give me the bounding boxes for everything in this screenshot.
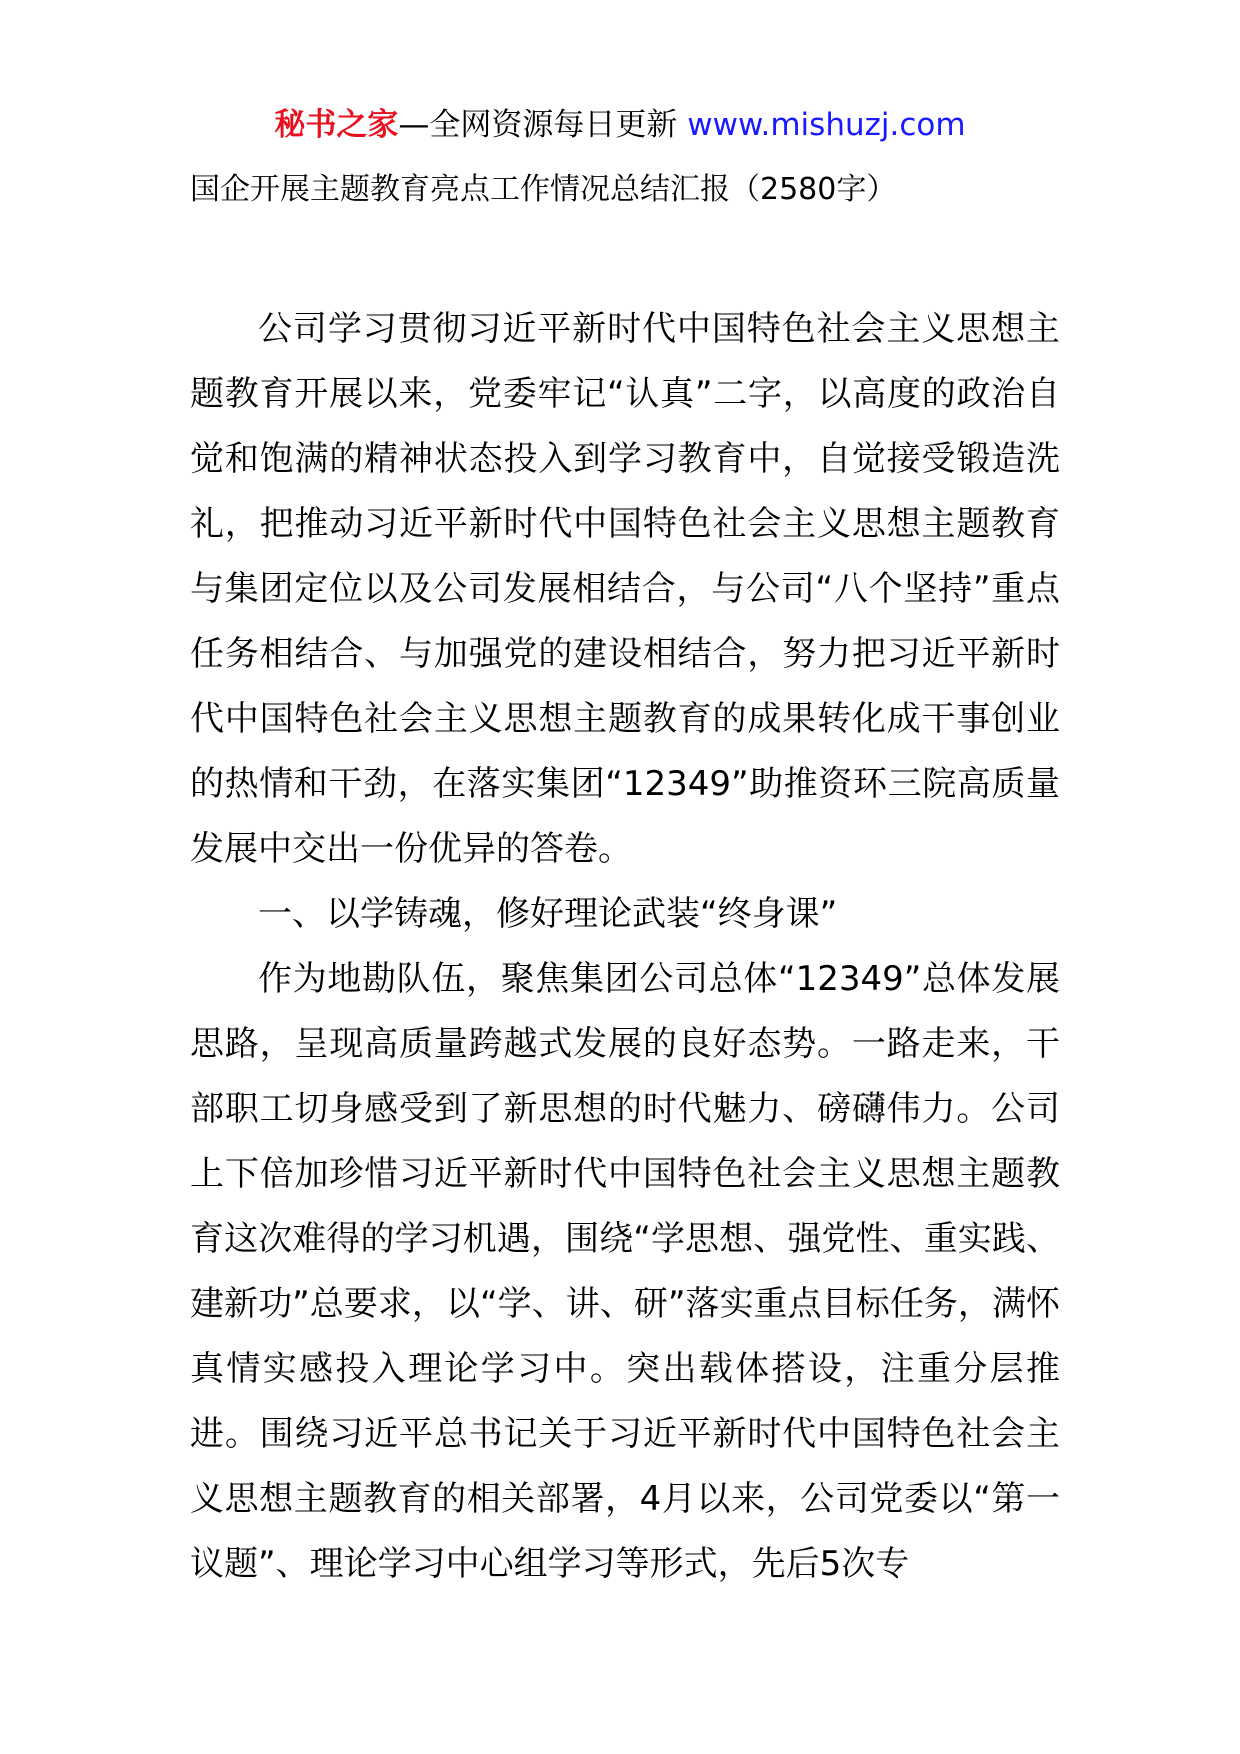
document-body [190, 297, 1060, 1597]
section-heading: 一、以学铸魂，修好理论武装“终身课” [258, 894, 838, 934]
site-url-link[interactable]: www.mishuzj.com [687, 107, 966, 143]
brand-name: 秘书之家 [274, 107, 399, 143]
body-paragraph: 作为地勘队伍，聚焦集团公司总体“12349”总体发展思路，呈现高质量跨越式发展的良好态势。一路走来，干部职工切身感受到了新思想的时代魅力、磅礴伟力。公司上下倍加珍惜习近平新时代中国特色社会主义思想主题教育这次难得的学习机遇，围绕“学思想、强党性、重实践、建新功”总要求，以“学、讲、研”落实重点目标任务，满怀真情实感投入理论学习中。突出载体搭设，注重分层推进。围绕习近平总书记关于习近平新时代中国特色社会主义思想主题教育的相关部署，4月以来，公司党委以“第一议题”、理论学习中心组学习等形式，先后5次专 [190, 959, 1060, 1584]
body-paragraph: 公司学习贯彻习近平新时代中国特色社会主义思想主题教育开展以来，党委牢记“认真”二字，以高度的政治自觉和饱满的精神状态投入到学习教育中，自觉接受锻造洗礼，把推动习近平新时代中国特色社会主义思想主题教育与集团定位以及公司发展相结合，与公司“八个坚持”重点任务相结合、与加强党的建设相结合，努力把习近平新时代中国特色社会主义思想主题教育的成果转化成干事创业的热情和干劲，在落实集团“12349”助推资环三院高质量发展中交出一份优异的答卷。 [190, 309, 1060, 869]
site-header [0, 100, 1240, 150]
document-title: 国企开展主题教育亮点工作情况总结汇报（2580字） [190, 172, 897, 207]
header-tagline: —全网资源每日更新 [398, 107, 688, 143]
